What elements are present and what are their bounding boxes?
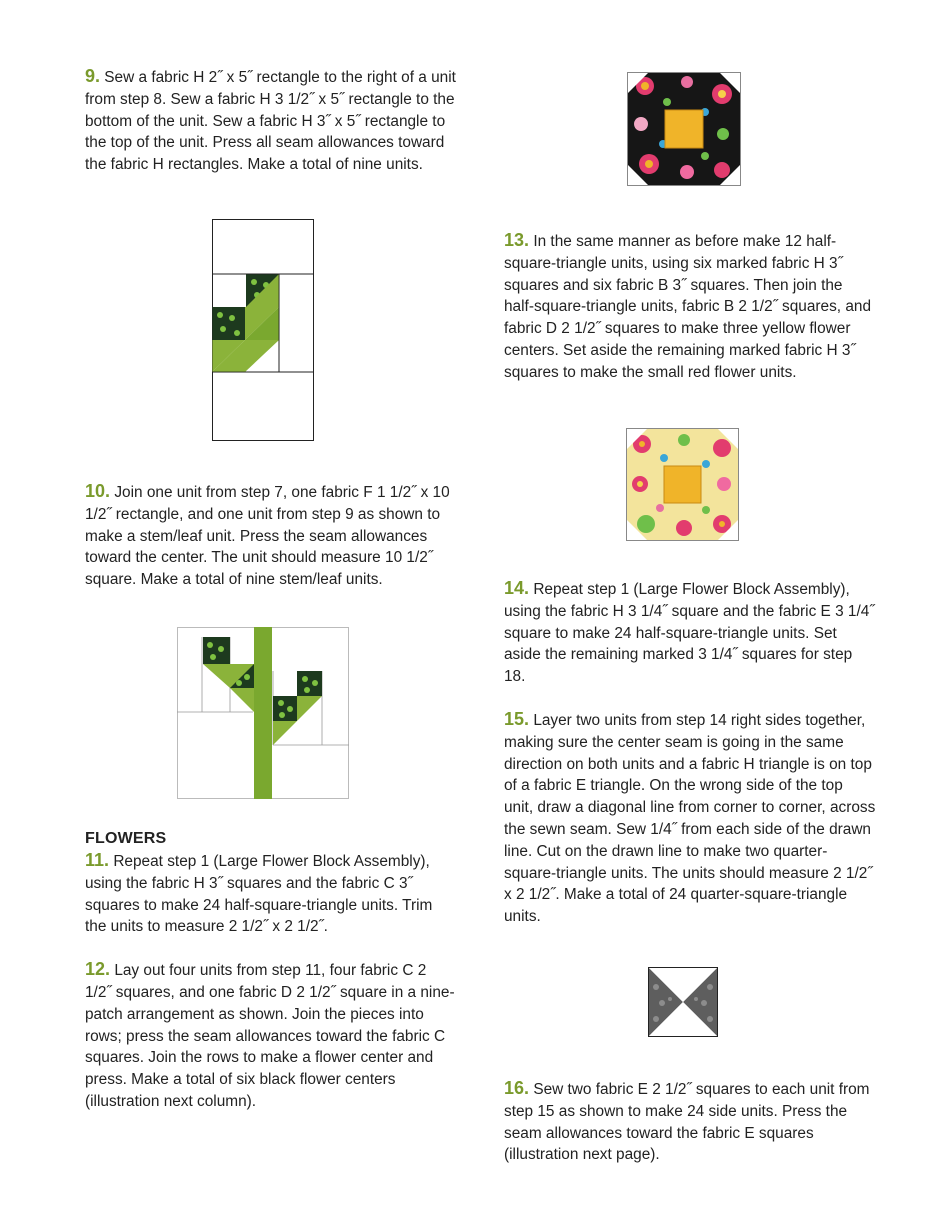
step-number: 13. — [504, 230, 530, 250]
step-12 — [85, 959, 457, 1113]
section-heading-flowers: FLOWERS — [85, 830, 167, 847]
step-number: 11. — [85, 850, 110, 870]
step-number: 14. — [504, 578, 530, 598]
step-text: Repeat step 1 (Large Flower Block Assembly), using the fabric H 3˝ squares and the fabric C 3˝ squares to make 24 half-square-triangle units. Trim the units to measure 2 1/2˝ x 2 1/2˝. — [85, 853, 433, 936]
right-column-3 — [504, 1078, 876, 1166]
step-number: 15. — [504, 708, 530, 729]
quarter-square-triangle-illustration — [648, 967, 719, 1038]
step-9 — [85, 66, 457, 176]
step-11 — [85, 850, 457, 938]
step-text: Sew two fabric E 2 1/2˝ squares to each unit from step 15 as shown to make 24 side units. Press the seam allowances toward the fabric E squares (illustration next page). — [504, 1081, 870, 1164]
black-flower-center-illustration — [627, 72, 742, 187]
step-number: 16. — [504, 1078, 530, 1098]
step-text: Lay out four units from step 11, four fabric C 2 1/2˝ squares, and one fabric D 2 1/2˝ square in a nine-patch arrangement as shown. Join the pieces into rows; press the seam allowances toward the fabric C squares. Join the rows to make a flower center and press. Make a total of six black flower centers (illustration next column). — [85, 962, 455, 1110]
left-column-2 — [85, 481, 457, 591]
step-text: Sew a fabric H 2˝ x 5˝ rectangle to the right of a unit from step 8. Sew a fabric H 3 1/2˝ x 5˝ rectangle to the bottom of the unit. Sew a fabric H 3˝ x 5˝ rectangle to the top of the unit. Press all seam allowances toward the fabric H rectangles. Make a total of nine units. — [85, 69, 456, 174]
right-column — [504, 230, 876, 384]
step-10-illustration — [177, 627, 350, 801]
step-16 — [504, 1078, 876, 1166]
left-column — [85, 66, 457, 176]
step-13 — [504, 230, 876, 384]
step-text: Repeat step 1 (Large Flower Block Assembly), using the fabric H 3 1/4˝ square and the fabric E 3 1/4˝ square to make 24 half-square-triangle units. Set aside the remaining marked 3 1/4˝ squares for step 18. — [504, 581, 875, 686]
left-column-3 — [85, 830, 457, 1113]
step-number: 10. — [85, 481, 111, 501]
step-number: 9. — [85, 66, 101, 86]
step-text: In the same manner as before make 12 half-square-triangle units, using six marked fabric H 3˝ squares and six fabric B 3˝ squares. Then join the half-square-triangle units, fabric B 2 1/2˝ squares, and fabric D 2 1/2˝ squares to make three yellow flower centers. Set aside the remaining marked fabric H 3˝ squares to make the small red flower units. — [504, 233, 872, 381]
step-14 — [504, 578, 876, 688]
step-text: Layer two units from step 14 right sides together, making sure the center seam is going in the same direction on both units and a fabric H triangle is on top of a fabric E triangle. On the wrong side of the top unit, draw a diagonal line from corner to corner, across the sewn seam. Sew 1/4˝ from each side of the drawn line. Cut on the drawn line to make two quarter-square-triangle units. The units should measure 2 1/2˝ x 2 1/2˝. Make a total of 24 quarter-square-triangle units. — [504, 711, 876, 926]
step-text: Join one unit from step 7, one fabric F 1 1/2˝ x 10 1/2˝ rectangle, and one unit from step 9 as shown to make a stem/leaf unit. Press the seam allowances toward the center. The unit should measure 10 1/2˝ square. Make a total of nine stem/leaf units. — [85, 484, 450, 589]
yellow-flower-center-illustration — [626, 428, 740, 542]
step-15 — [504, 709, 876, 928]
step-9-illustration — [212, 219, 315, 442]
step-number: 12. — [85, 959, 111, 980]
step-10 — [85, 481, 457, 591]
right-column-2 — [504, 578, 876, 928]
